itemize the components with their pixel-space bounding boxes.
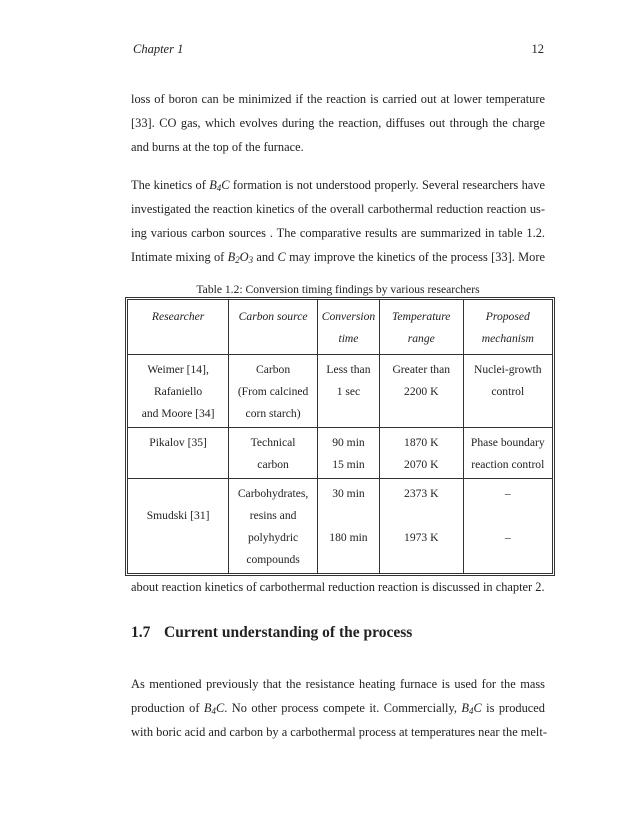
cell-conversion-time: 30 min 180 min — [317, 479, 379, 573]
table-row — [128, 355, 552, 428]
cell-researcher: Weimer [14], Rafaniello and Moore [34] — [128, 355, 228, 428]
cell-temperature-range: 2373 K 1973 K — [379, 479, 463, 573]
math-c: C — [277, 250, 286, 264]
running-header-chapter: Chapter 1 — [133, 42, 184, 56]
text-line: [33]. CO gas, which evolves during the reaction, diffuses out through the charge — [131, 116, 545, 130]
text-line: ing various carbon sources . The comparative results are summarized in table 1.2. — [131, 226, 545, 240]
cell-researcher: Pikalov [35] — [128, 428, 228, 479]
paragraph-2 — [131, 173, 545, 269]
cell-carbon-source: Carbon (From calcined corn starch) — [228, 355, 317, 428]
cell-mechanism: Nuclei-growth control — [463, 355, 552, 428]
cell-conversion-time: Less than 1 sec — [317, 355, 379, 428]
paragraph-3 — [131, 575, 545, 599]
cell-temperature-range: 1870 K 2070 K — [379, 428, 463, 479]
text-line: with boric acid and carbon by a carbothermal process at temperatures near the melt- — [131, 725, 547, 739]
table-header-row — [128, 300, 552, 355]
table-caption: Table 1.2: Conversion timing findings by various researchers — [196, 283, 480, 296]
text-line: The kinetics of $B_4C$ formation is not understood properly. Several researchers have — [131, 178, 545, 194]
table-row — [128, 428, 552, 479]
text-line: about reaction kinetics of carbothermal reduction reaction is discussed in chapter 2. — [131, 580, 545, 594]
math-b4c: $B_4C$ — [203, 701, 225, 717]
text-line: and burns at the top of the furnace. — [131, 140, 304, 154]
text-line: Intimate mixing of $B_2O_3$ and C may improve the kinetics of the process [33]. More — [131, 250, 545, 266]
table-row — [128, 479, 552, 573]
cell-carbon-source: Carbohydrates, resins and polyhydric compounds — [228, 479, 317, 573]
text-line: investigated the reaction kinetics of the overall carbothermal reduction reaction us- — [131, 202, 545, 216]
paragraph-1 — [131, 87, 545, 159]
comparison-table — [127, 299, 553, 574]
cell-mechanism: – – — [463, 479, 552, 573]
text-line: As mentioned previously that the resistance heating furnace is used for the mass — [131, 677, 545, 691]
section-heading — [131, 624, 412, 642]
page-number: 12 — [531, 42, 544, 56]
cell-conversion-time: 90 min 15 min — [317, 428, 379, 479]
cell-researcher: Smudski [31] — [146, 509, 210, 522]
cell-temperature-range: Greater than 2200 K — [379, 355, 463, 428]
section-title: Current understanding of the process — [164, 624, 413, 641]
header-researcher: Researcher — [128, 300, 228, 355]
header-proposed-mechanism: Proposed mechanism — [463, 300, 552, 355]
header-carbon-source: Carbon source — [228, 300, 317, 355]
math-b4c: $B_4C$ — [209, 178, 230, 194]
text-line: production of $B_4C$. No other process compete it. Commercially, $B_4C$ is produced — [131, 701, 546, 717]
section-number: 1.7 — [131, 624, 151, 641]
header-temperature-range: Temperature range — [379, 300, 463, 355]
math-b4c: $B_4C$ — [461, 701, 482, 717]
cell-mechanism: Phase boundary reaction control — [463, 428, 552, 479]
math-b2o3: $B_2O_3$ — [227, 250, 254, 266]
cell-carbon-source: Technical carbon — [228, 428, 317, 479]
paragraph-4 — [131, 672, 545, 744]
text-line: loss of boron can be minimized if the reaction is carried out at lower temperature — [131, 92, 545, 106]
header-conversion-time: Conversion time — [317, 300, 379, 355]
